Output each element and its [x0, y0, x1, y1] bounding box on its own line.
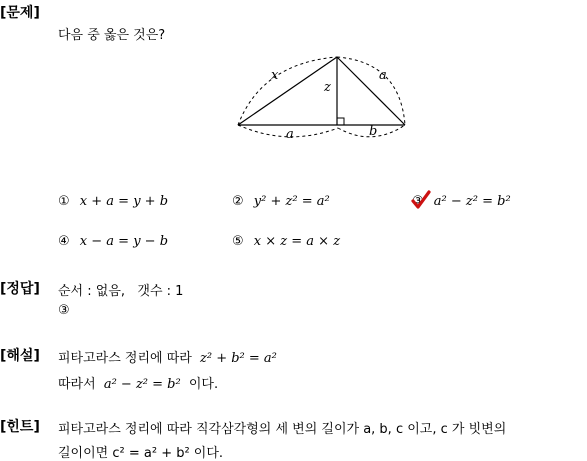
choice-1-number: ① [58, 194, 70, 209]
choice-2-text: y² + z² = a² [253, 194, 330, 209]
hint-label: [힌트] [0, 419, 40, 435]
answer-label: [정답] [0, 281, 40, 297]
hint-line-1: 피타고라스 정리에 따라 직각삼각형의 세 변의 길이가 a, b, c 이고, c 가 빗변의 [58, 422, 507, 437]
choice-5-number: ⑤ [232, 234, 244, 249]
solution-line-2 [58, 373, 218, 392]
choice-1-text: x + a = y + b [79, 194, 169, 209]
solution-line-2-suffix: 이다. [188, 377, 219, 392]
solution-line-1-text: 피타고라스 정리에 따라 [58, 351, 192, 366]
choice-4-number: ④ [58, 234, 70, 249]
label-a-base: a [286, 127, 294, 142]
checkmark-icon [411, 190, 431, 210]
right-angle-mark [337, 118, 344, 125]
choice-3-number: ③ [412, 194, 424, 209]
choice-4-text: x − a = y − b [79, 234, 169, 249]
choice-3-text: a² − z² = b² [433, 194, 511, 209]
solution-line-1-formula: z² + b² = a² [200, 351, 277, 366]
solution-label: [해설] [0, 348, 40, 364]
label-x: x [271, 68, 279, 83]
problem-label: [문제] [0, 5, 40, 21]
choice-1[interactable] [58, 194, 168, 209]
hint-line-2: 길이이면 c² = a² + b² 이다. [58, 446, 224, 461]
choice-2-number: ② [232, 194, 244, 209]
label-z: z [324, 80, 331, 95]
solution-line-2-formula: a² − z² = b² [103, 377, 181, 392]
side-x [238, 57, 337, 125]
answer-meta: 순서 : 없음, 갯수 : 1 [58, 284, 184, 299]
choice-4[interactable] [58, 234, 168, 249]
label-b: b [369, 124, 378, 139]
solution-line-1 [58, 347, 277, 366]
side-a [337, 57, 405, 125]
label-a-hyp: a [379, 68, 387, 83]
choice-5[interactable] [232, 234, 340, 249]
answer-value: ③ [58, 303, 70, 318]
choice-2[interactable] [232, 194, 330, 209]
choice-5-text: x × z = a × z [253, 234, 341, 249]
solution-line-2-text: 따라서 [58, 377, 96, 392]
question-text: 다음 중 옳은 것은? [58, 28, 166, 43]
